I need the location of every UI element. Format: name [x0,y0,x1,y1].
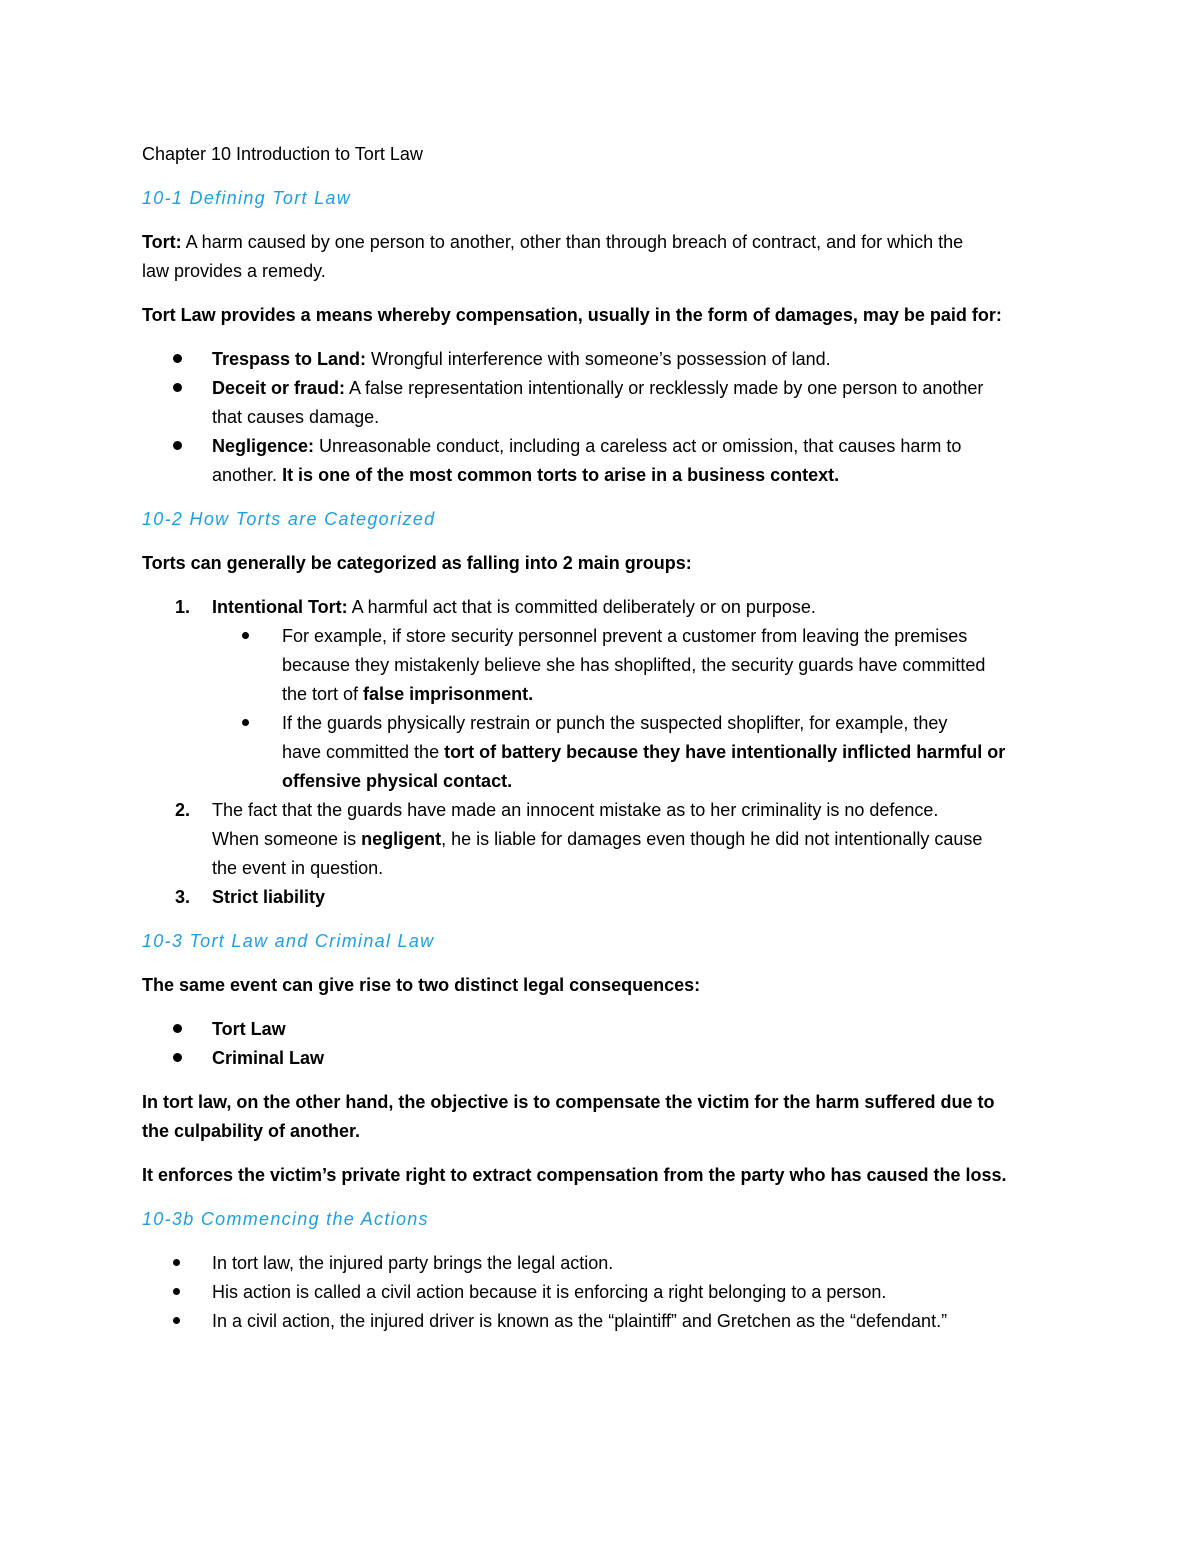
sub-item-line: the tort of [282,684,364,704]
consequences-intro: The same event can give rise to two distinct legal consequences: [142,975,701,995]
tort-definition [142,228,1062,286]
document-page [142,140,1062,1351]
paragraph-line: In tort law, on the other hand, the objective is to compensate the victim for the harm suffered due to [142,1092,995,1112]
categories-list [142,593,1062,912]
sub-item-line: For example, if store security personnel prevent a customer from leaving the premises [282,626,968,646]
bullet-icon [173,432,203,461]
section-heading-10-3b: 10-3b Commencing the Actions [142,1209,429,1229]
sub-item-bold: offensive physical contact. [282,771,513,791]
list-item [142,432,1062,490]
list-item [142,1015,1062,1044]
list-item [142,1044,1062,1073]
tort-definition-cont: law provides a remedy. [142,261,326,281]
section-heading-10-1: 10-1 Defining Tort Law [142,188,352,208]
bullet-icon [173,1278,203,1307]
section-heading-10-3: 10-3 Tort Law and Criminal Law [142,931,435,951]
list-item-cont: another. [212,465,278,485]
list-item [142,374,1062,432]
list-item-text: Wrongful interference with someone’s possession of land. [366,349,831,369]
list-item-text: The fact that the guards have made an innocent mistake as to her criminality is no defence. [212,800,939,820]
sub-list [212,622,1062,796]
tort-label: Tort: [142,232,182,252]
bullet-icon [173,1249,203,1278]
list-item-text: In tort law, the injured party brings the legal action. [212,1253,614,1273]
sub-item-line: because they mistakenly believe she has shoplifted, the security guards have committed [282,655,986,675]
list-item [142,1307,1062,1336]
list-item-text: A false representation intentionally or recklessly made by one person to another [345,378,984,398]
bullet-icon [173,345,203,374]
tort-types-list [142,345,1062,490]
list-item-term: Deceit or fraud: [212,378,346,398]
list-item-bold: negligent [361,829,442,849]
tort-law-intro: Tort Law provides a means whereby compensation, usually in the form of damages, may be paid for: [142,305,1002,325]
list-item-text: When someone is [212,829,362,849]
consequences-list [142,1015,1062,1073]
sub-list-item [212,622,1062,709]
list-number: 2. [175,800,191,820]
list-item-term: Trespass to Land: [212,349,367,369]
tort-objective-paragraph [142,1088,1062,1146]
sub-item-line: have committed the [282,742,445,762]
list-item-text: Criminal Law [212,1048,325,1068]
actions-list [142,1249,1062,1336]
list-item [142,1249,1062,1278]
list-item [142,593,1062,796]
sub-item-bold: tort of battery because they have intentionally inflicted harmful or [444,742,1006,762]
list-item-text: Tort Law [212,1019,286,1039]
bullet-icon [242,709,249,738]
bullet-icon [173,1044,203,1073]
categories-intro: Torts can generally be categorized as falling into 2 main groups: [142,553,692,573]
list-item-text: Unreasonable conduct, including a careless act or omission, that causes harm to [314,436,962,456]
bullet-icon [173,374,203,403]
document-title: Chapter 10 Introduction to Tort Law [142,144,423,164]
list-number: 1. [175,597,191,617]
sub-list-item [212,709,1062,796]
list-item-term: Negligence: [212,436,315,456]
list-item-text: , he is liable for damages even though he did not intentionally cause [441,829,983,849]
sub-item-line: If the guards physically restrain or punch the suspected shoplifter, for example, they [282,713,948,733]
list-item-text: Strict liability [212,887,326,907]
list-item [142,345,1062,374]
private-right-paragraph: It enforces the victim’s private right to extract compensation from the party who has caused the loss. [142,1165,1007,1185]
list-item-text: In a civil action, the injured driver is known as the “plaintiff” and Gretchen as the “defendant.” [212,1311,948,1331]
paragraph-line: the culpability of another. [142,1121,361,1141]
tort-definition-text: A harm caused by one person to another, other than through breach of contract, and for which the [181,232,964,252]
list-item [142,796,1062,883]
list-item-text: His action is called a civil action because it is enforcing a right belonging to a person. [212,1282,887,1302]
bullet-icon [173,1015,203,1044]
list-item-term: Intentional Tort: [212,597,348,617]
bullet-icon [242,622,249,651]
list-item-cont: that causes damage. [212,407,380,427]
list-item [142,883,1062,912]
list-item-text: the event in question. [212,858,384,878]
list-item [142,1278,1062,1307]
sub-item-bold: false imprisonment. [363,684,534,704]
bullet-icon [173,1307,203,1336]
section-heading-10-2: 10-2 How Torts are Categorized [142,509,436,529]
list-item-cont-bold: It is one of the most common torts to arise in a business context. [277,465,840,485]
list-number: 3. [175,887,191,907]
list-item-text: A harmful act that is committed deliberately or on purpose. [347,597,816,617]
